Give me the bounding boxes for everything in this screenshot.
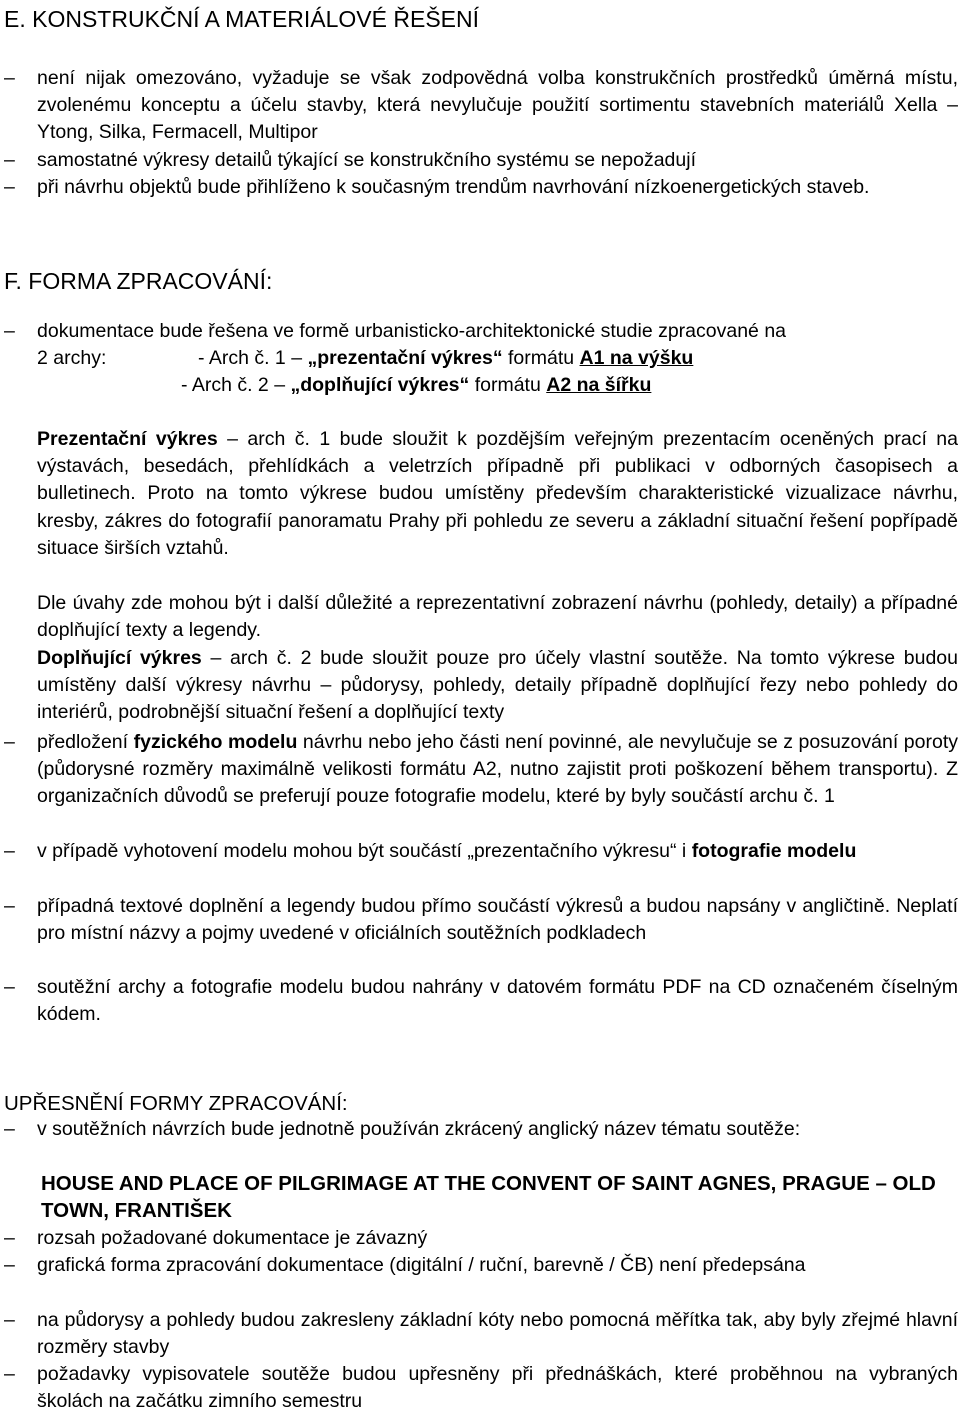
arch-line-1 [198, 345, 693, 372]
list-item-text: rozsah požadované dokumentace je závazný [37, 1227, 428, 1249]
arch-line-format: A2 na šířku [546, 374, 652, 396]
bullet-dash: – [4, 176, 15, 198]
list-item-text [37, 729, 958, 811]
list-item [0, 1116, 958, 1143]
archy-label: 2 archy: [37, 347, 107, 369]
list-item [0, 65, 958, 147]
bullet-dash: – [4, 1363, 15, 1385]
list-item-text: požadavky vypisovatele soutěže budou upřesněny při přednáškách, které proběhnou na vybraných školách na začátku zimního semestru [37, 1363, 958, 1413]
bullet-dash: – [4, 320, 15, 342]
text-run: v případě vyhotovení modelu mohou být součástí „prezentačního výkresu“ i [37, 840, 692, 862]
list-item-text: dokumentace bude řešena ve formě urbanisticko-architektonické studie zpracované na [37, 320, 787, 342]
paragraph-lead: Prezentační výkres [37, 428, 218, 450]
list-item-text: není nijak omezováno, vyžaduje se však zodpovědná volba konstrukčních prostředků úměrná místu, zvolenému konceptu a účelu stavby, která nevylučuje použití sortimentu stavebních materiálů Xella – Ytong, Silka, Fermacell, Multipor [37, 67, 958, 144]
bullet-dash: – [4, 1254, 15, 1276]
arch-line-prefix: - Arch č. 2 – [181, 374, 291, 396]
arch-line-mid: formátu [502, 347, 580, 369]
list-item [0, 729, 958, 811]
list-item-text: v soutěžních návrzích bude jednotně používán zkrácený anglický název tématu soutěže: [37, 1118, 801, 1140]
bullet-dash: – [4, 840, 15, 862]
section-e-heading: E. KONSTRUKČNÍ A MATERIÁLOVÉ ŘEŠENÍ [4, 6, 480, 32]
bullet-dash: – [4, 149, 15, 171]
text-run: návrhu nebo jeho části není povinné, ale nevylučuje se z posuzování poroty (půdorysné rozměry maximálně velikosti formátu A2, nutno zajistit proti poškození během transportu). Z organizačních důvodů se preferují pouze fotografie modelu, které by byly součástí archu č. 1 [37, 731, 958, 808]
paragraph-body: – arch č. 1 bude sloužit k pozdějším veřejným prezentacím oceněných prací na výstavách, besedách, přehlídkách a veletrzích případně při publikaci v odborných časopisech a bulletinech. Proto na tomto výkrese budou umístěny především charakteristické vizualizace návrhu, kresby, zákres do fotografií panoramatu Prahy při pohledu ze severu a základní situační řešení popřípadě situace širších vztahů. [37, 428, 958, 559]
list-item [0, 1307, 958, 1361]
list-item [0, 174, 958, 201]
arch-line-mid: formátu [469, 374, 547, 396]
list-item [0, 147, 958, 174]
bullet-dash: – [4, 1227, 15, 1249]
bullet-dash: – [4, 731, 15, 753]
list-item [0, 838, 958, 865]
arch-line-2 [181, 372, 651, 399]
list-item [0, 974, 958, 1028]
list-item-text [37, 838, 958, 865]
bullet-dash: – [4, 1309, 15, 1331]
paragraph-uvaha: Dle úvahy zde mohou být i další důležité a reprezentativní zobrazení návrhu (pohledy, detaily) a případné doplňující texty a legendy. [37, 592, 958, 642]
bullet-dash: – [4, 1118, 15, 1140]
list-item-text: grafická forma zpracování dokumentace (digitální / ruční, barevně / ČB) není předepsána [37, 1254, 806, 1276]
text-run-bold: fotografie modelu [691, 840, 857, 862]
english-competition-title: HOUSE AND PLACE OF PILGRIMAGE AT THE CONVENT OF SAINT AGNES, PRAGUE – OLD TOWN, FRANTIŠEK [41, 1172, 936, 1222]
paragraph-body: – arch č. 2 bude sloužit pouze pro účely vlastní soutěže. Na tomto výkrese budou umístěny další výkresy návrhu – půdorysy, pohledy, detaily případně doplňující řezy nebo pohledy do interiérů, podrobnější situační řešení a doplňující texty [37, 647, 958, 724]
list-item [0, 1361, 958, 1415]
text-run-bold: fyzického modelu [133, 731, 298, 753]
arch-line-title: „doplňující výkres“ [290, 374, 470, 396]
list-item-text: na půdorysy a pohledy budou zakresleny základní kóty nebo pomocná měřítka tak, aby byly zřejmé hlavní rozměry stavby [37, 1309, 958, 1359]
paragraph-prezentacni [37, 426, 958, 562]
arch-line-title: „prezentační výkres“ [307, 347, 503, 369]
arch-line-format: A1 na výšku [579, 347, 694, 369]
list-item [0, 1225, 958, 1252]
list-item [0, 893, 958, 947]
list-item-text: soutěžní archy a fotografie modelu budou nahrány v datovém formátu PDF na CD označeném číselným kódem. [37, 976, 958, 1026]
text-run: předložení [37, 731, 134, 753]
section-f-heading: F. FORMA ZPRACOVÁNÍ: [4, 268, 273, 294]
list-item-text: případná textové doplnění a legendy budou přímo součástí výkresů a budou napsány v angličtině. Neplatí pro místní názvy a pojmy uvedené v oficiálních soutěžních podkladech [37, 895, 958, 945]
bullet-dash: – [4, 976, 15, 998]
paragraph-lead: Doplňující výkres [37, 647, 202, 669]
list-item [0, 1252, 958, 1279]
bullet-dash: – [4, 895, 15, 917]
list-item [0, 318, 958, 345]
arch-line-prefix: - Arch č. 1 – [198, 347, 308, 369]
paragraph-doplnujici [37, 645, 958, 727]
bullet-dash: – [4, 67, 15, 89]
list-item-text: samostatné výkresy detailů týkající se konstrukčního systému se nepožadují [37, 149, 696, 171]
list-item-text: při návrhu objektů bude přihlíženo k současným trendům navrhování nízkoenergetických staveb. [37, 176, 870, 198]
upresneni-heading: UPŘESNĚNÍ FORMY ZPRACOVÁNÍ: [4, 1092, 348, 1115]
